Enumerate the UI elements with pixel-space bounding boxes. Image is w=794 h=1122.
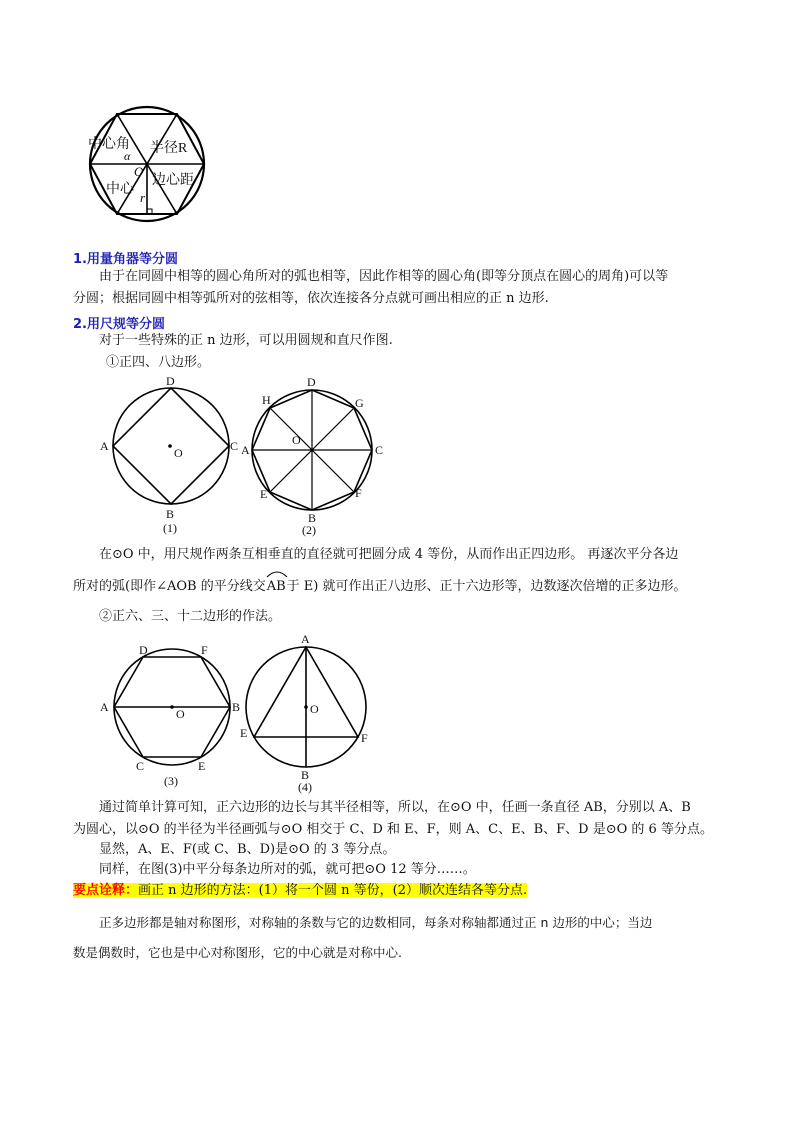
label-alpha: α (124, 149, 131, 163)
section2-para2-line1: 通过简单计算可知，正六边形的边长与其半径相等，所以，在⊙O 中，任画一条直径 AB，分别以 A、B (99, 800, 691, 815)
fig3-label-b: B (232, 700, 241, 714)
section2-para4: 同样，在图(3)中平分每条边所对的弧，就可把⊙O 12 等分……。 (99, 862, 476, 877)
fig3-caption: (3) (164, 774, 178, 788)
final-line1: 正多边形都是轴对称图形，对称轴的条数与它的边数相同，每条对称轴都通过正 n 边形的中心；当边 (99, 915, 653, 930)
fig4-label-f: F (361, 731, 368, 745)
key-point-text: 画正 n 边形的方法：(1）将一个圆 n 等份，(2）顺次连结各等分点. (138, 883, 528, 898)
label-radius: 半径R (150, 141, 188, 156)
label-central-angle: 中心角 (88, 137, 130, 152)
fig3-label-a: A (100, 700, 109, 714)
section2-item1: ①正四、八边形。 (106, 355, 211, 370)
section2-para2-line2: 为圆心，以⊙O 的半径为半径画弧与⊙O 相交于 C、D 和 E、F，则 A、C、E、B、F、D 是⊙O 的 6 等分点。 (73, 822, 713, 837)
fig1-label-a: A (100, 439, 109, 453)
figure-4-triangle (236, 633, 376, 795)
figure-1-square (96, 372, 246, 537)
label-center: 中心 (106, 182, 134, 197)
fig2-label-f: F (355, 486, 362, 500)
figure-2-octagon (238, 372, 388, 537)
arc-ab-label: AB (266, 579, 286, 594)
fig1-label-o: O (174, 446, 183, 460)
fig1-label-c: C (230, 439, 239, 453)
fig4-caption: (4) (298, 780, 312, 794)
fig2-label-d: D (307, 375, 316, 389)
section2-intro: 对于一些特殊的正 n 边形，可以用圆规和直尺作图. (99, 333, 393, 348)
fig3-label-o: O (176, 707, 185, 721)
fig3-label-d: D (139, 643, 148, 657)
label-apothem: 边心距 (152, 173, 194, 188)
fig3-label-f: F (201, 643, 208, 657)
fig2-label-h: H (262, 393, 271, 407)
fig2-label-a: A (241, 443, 250, 457)
arc-ab (266, 573, 287, 601)
fig4-label-o: O (310, 702, 319, 716)
label-o: O (134, 164, 144, 179)
para1-text-b: 于 E) 就可作出正八边形、正十六边形等，边数逐次倍增的正多边形。 (286, 579, 687, 594)
fig2-label-e: E (260, 487, 268, 501)
key-point-line (73, 883, 527, 899)
section1-heading: 1.用量角器等分圆 (73, 252, 178, 267)
section2-para1-line2 (73, 573, 733, 601)
section2-item2: ②正六、三、十二边形的作法。 (99, 609, 282, 624)
para1-text-a: 所对的弧(即作∠AOB 的平分线交 (73, 579, 266, 594)
fig2-caption: (2) (302, 523, 316, 537)
section2-heading: 2.用尺规等分圆 (73, 317, 165, 332)
key-point-highlight (73, 883, 527, 898)
label-r: r (140, 190, 146, 205)
fig1-label-b: B (166, 507, 175, 521)
fig4-label-a: A (301, 633, 310, 646)
key-point-label: 要点诠释： (73, 883, 139, 898)
fig4-label-b: B (301, 768, 310, 782)
arc-symbol-icon (266, 570, 288, 578)
fig2-label-o: O (292, 433, 301, 447)
final-line2: 数是偶数时，它也是中心对称图形，它的中心就是对称中心. (73, 945, 402, 960)
section2-para3: 显然，A、E、F(或 C、B、D)是⊙O 的 3 等分点。 (99, 842, 396, 857)
section1-line2: 分圆；根据同圆中相等弧所对的弦相等，依次连接各分点就可画出相应的正 n 边形. (73, 291, 549, 306)
fig4-label-e: E (240, 726, 248, 740)
fig1-label-d: D (166, 374, 175, 388)
hexagon-anatomy-figure (84, 100, 214, 230)
fig2-label-c: C (375, 443, 384, 457)
fig3-label-c: C (136, 759, 145, 773)
fig1-caption: (1) (163, 521, 177, 535)
fig2-label-b: B (308, 511, 317, 525)
fig3-label-e: E (198, 759, 206, 773)
section2-para1-line1: 在⊙O 中，用尺规作两条互相垂直的直径就可把圆分成 4 等份，从而作出正四边形。 再逐次平分各边 (99, 547, 679, 562)
section1-line1: 由于在同圆中相等的圆心角所对的弧也相等，因此作相等的圆心角(即等分顶点在圆心的周角)可以等 (99, 269, 669, 284)
fig2-label-g: G (355, 396, 364, 410)
figure-3-hexagon (96, 637, 251, 792)
